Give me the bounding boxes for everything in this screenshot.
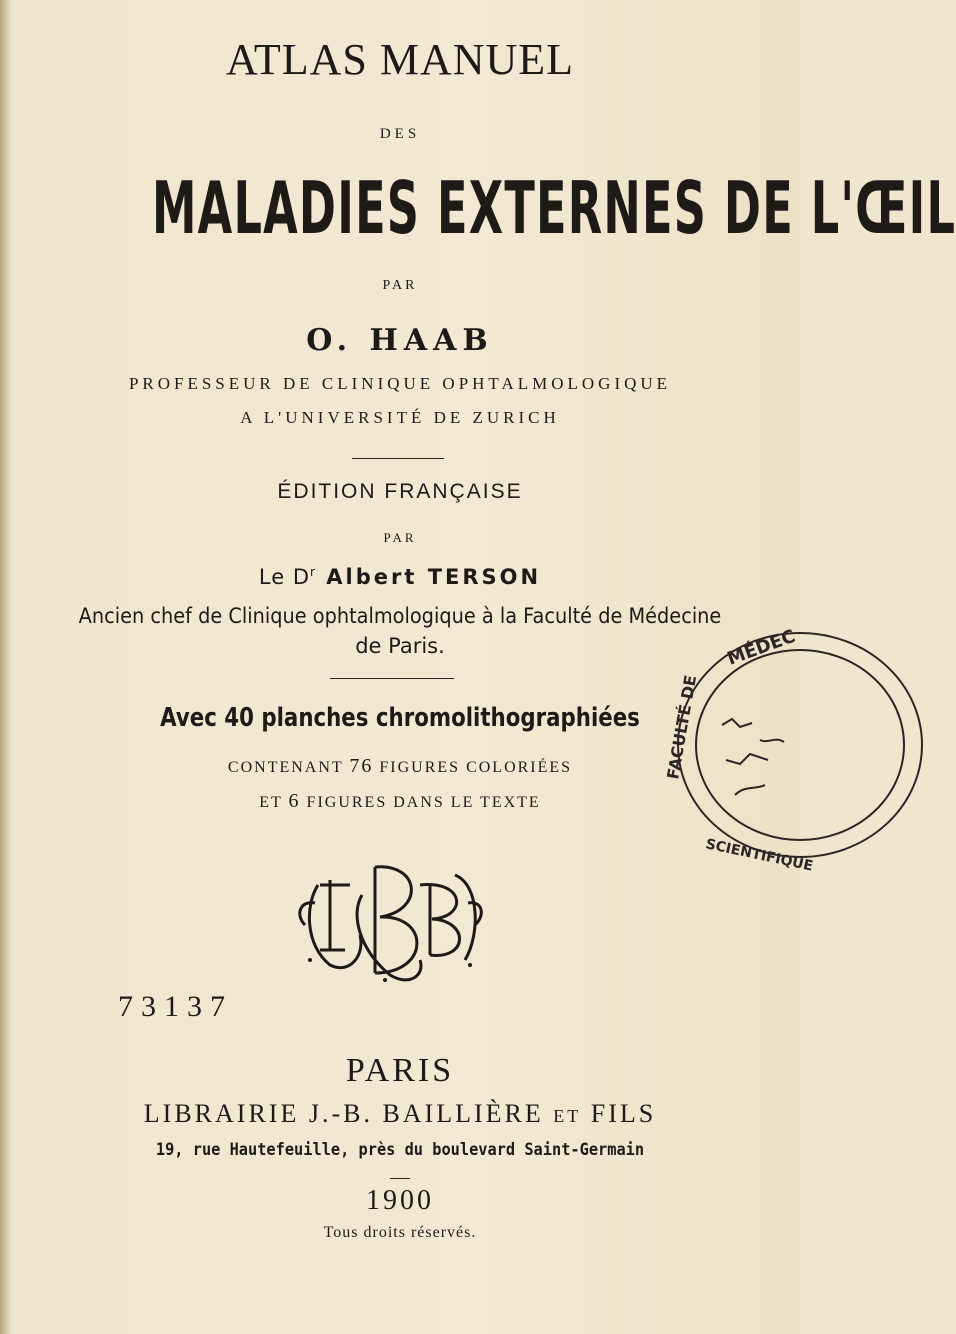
rights-statement: Tous droits réservés.: [323, 1224, 477, 1241]
figures-1-num: 76: [349, 755, 374, 777]
translator-line: [0, 565, 800, 589]
publication-year: 1900: [366, 1185, 434, 1216]
publisher-name-et: ET: [553, 1106, 582, 1126]
library-stamp: [660, 620, 815, 875]
publisher-name-2: FILS: [581, 1099, 657, 1128]
publisher-city: PARIS: [345, 1052, 455, 1089]
figures-2-post: FIGURES DANS LE TEXTE: [300, 794, 541, 811]
publisher-name: [0, 1099, 800, 1129]
translator-place: de Paris.: [355, 634, 445, 658]
figures-2-pre: ET: [259, 794, 289, 811]
short-rule: [390, 1178, 410, 1179]
library-accession-number: 73137: [118, 990, 233, 1023]
par-label: PAR: [382, 278, 418, 293]
des-word: DES: [379, 126, 421, 142]
plates-line: Avec 40 planches chromolithographiées: [160, 703, 640, 733]
author-title-line-1: PROFESSEUR DE CLINIQUE OPHTALMOLOGIQUE: [128, 374, 672, 393]
publisher-monogram-logo: [290, 855, 490, 985]
series-title: ATLAS MANUEL: [225, 35, 575, 84]
translator-prefix: Le D: [258, 565, 311, 589]
divider-rule-2: [330, 678, 454, 679]
figures-1-post: FIGURES COLORIÉES: [373, 759, 573, 776]
figures-2-num: 6: [288, 790, 301, 812]
stamp-text-side: FACULTÉ DE: [663, 673, 701, 781]
translator-sup: r: [310, 565, 316, 579]
translator-name: Albert TERSON: [315, 565, 542, 589]
divider-rule: [352, 458, 444, 459]
binding-edge: [0, 0, 10, 1334]
author-title-line-2: A L'UNIVERSITÉ DE ZURICH: [240, 408, 560, 427]
main-title: MALADIES EXTERNES DE L'ŒIL: [152, 166, 956, 250]
translator-title: Ancien chef de Clinique ophtalmologique à la Faculté de Médecine: [78, 604, 722, 628]
figures-1-pre: CONTENANT: [227, 759, 350, 776]
author-name: O. HAAB: [306, 323, 494, 358]
stamp-text-top: MÉDEC: [724, 625, 799, 670]
stamp-text-bottom: SCIENTIFIQUE: [704, 836, 815, 875]
edition-label: ÉDITION FRANÇAISE: [277, 480, 523, 503]
publisher-address: 19, rue Hautefeuille, près du boulevard Saint-Germain: [155, 1140, 645, 1160]
par-label-2: PAR: [383, 530, 417, 545]
publisher-name-1: LIBRAIRIE J.-B. BAILLIÈRE: [143, 1099, 554, 1128]
